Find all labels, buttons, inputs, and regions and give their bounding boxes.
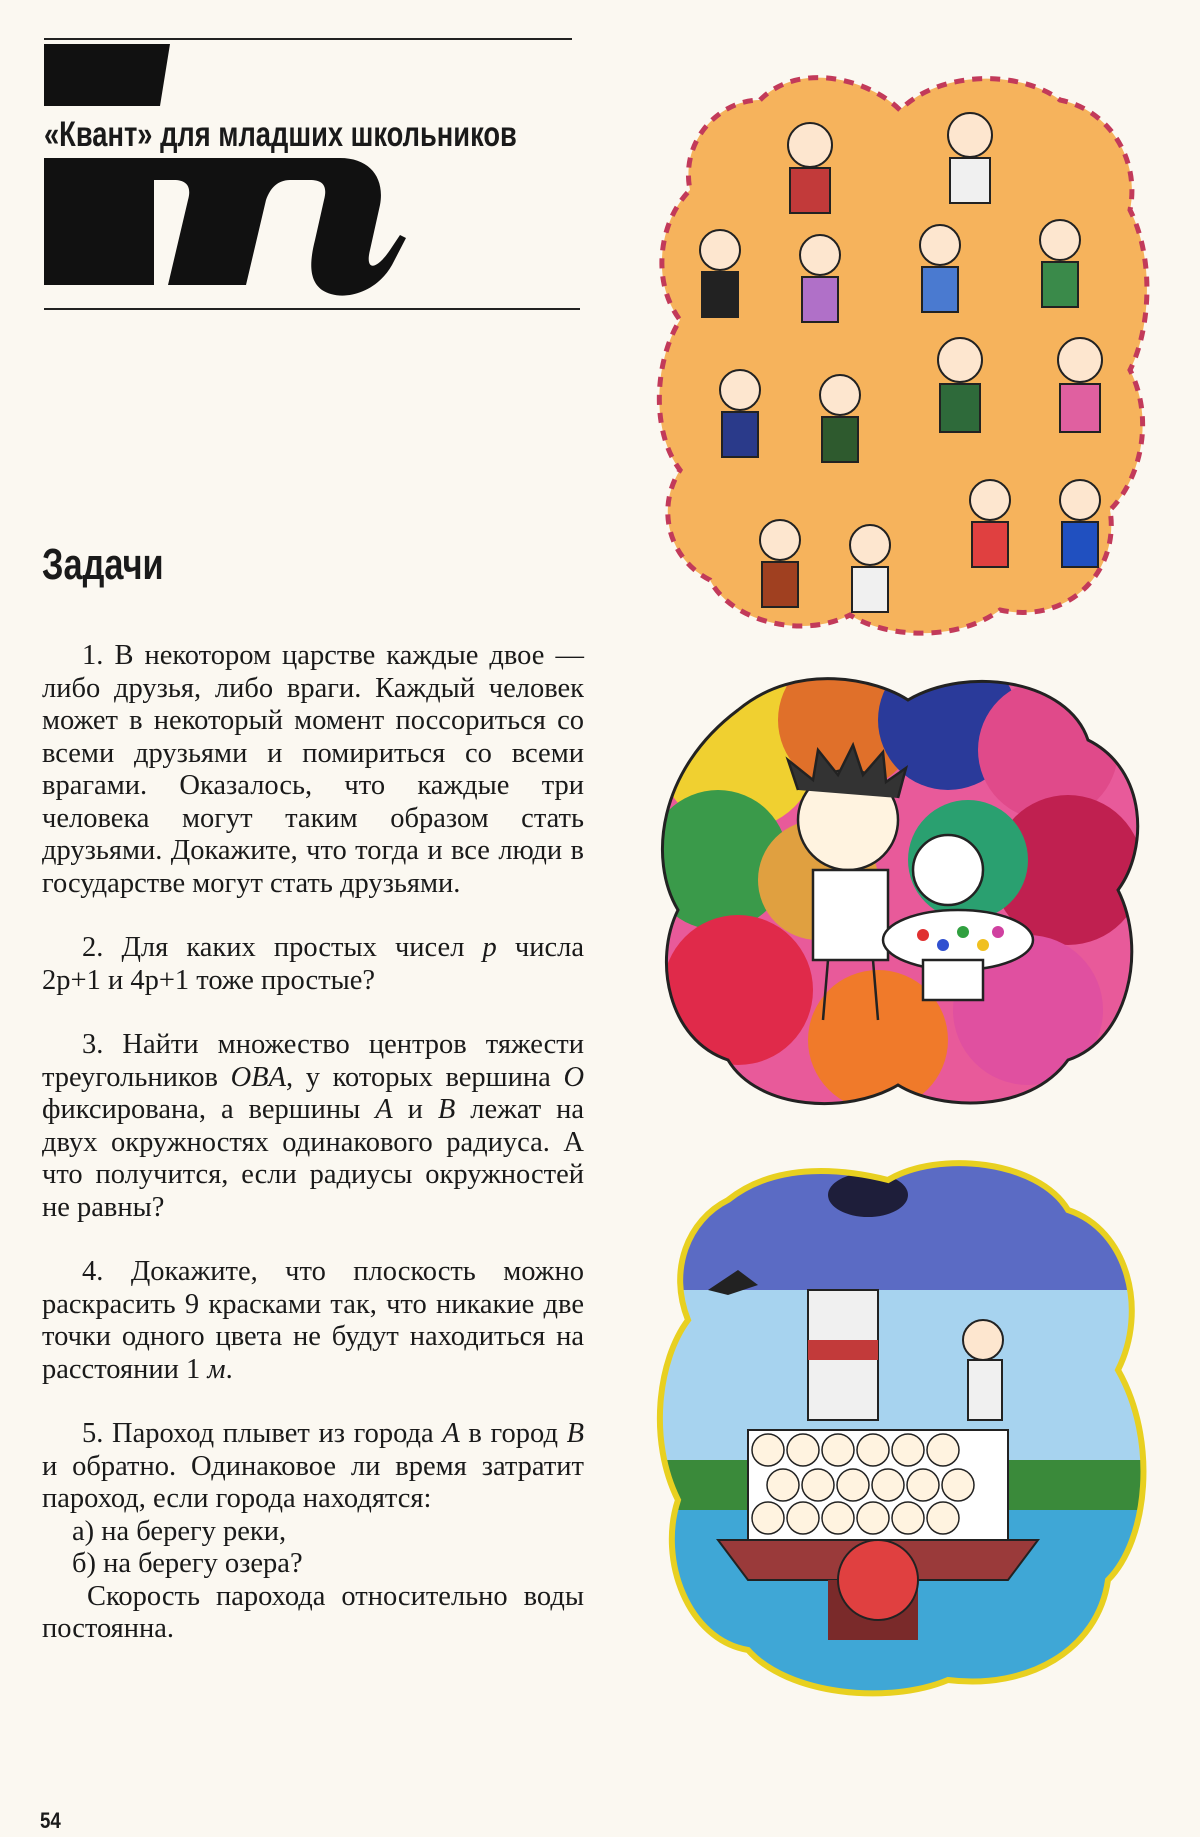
problem-text: числа xyxy=(514,932,584,963)
problem-text: Найти множество центров тяжести треугольников xyxy=(42,1029,584,1093)
kvant-logo xyxy=(40,40,600,300)
problem-3 xyxy=(42,1029,584,1224)
variable-b: B xyxy=(437,1094,456,1125)
illustration-colors-boy xyxy=(648,660,1148,1120)
variable-p: p xyxy=(482,932,497,963)
variable-b: B xyxy=(566,1418,585,1449)
problem-text: и xyxy=(407,1094,423,1125)
problem-text: Докажите, что плоскость можно раскрасить 9 красками так, что никакие две точки одного цвета не будут находиться на расстоянии 1 xyxy=(42,1256,585,1385)
problem-number: 1. xyxy=(82,640,104,671)
problem-text: фиксирована, а вершины xyxy=(42,1094,361,1125)
unit-meter: м xyxy=(207,1353,226,1385)
variable-a: A xyxy=(442,1418,460,1449)
option-b: б) на берегу озера? xyxy=(72,1548,303,1579)
illustration-friends-enemies xyxy=(640,40,1160,655)
problem-number: 3. xyxy=(82,1029,104,1060)
page-number: 54 xyxy=(40,1808,61,1833)
problem-note: Скорость парохода относительно воды постоянна. xyxy=(42,1580,584,1644)
variable-o: O xyxy=(563,1061,585,1093)
section-title: Задачи xyxy=(42,540,164,589)
problem-text: тоже простые? xyxy=(196,964,376,996)
problems-list xyxy=(42,640,584,1678)
problem-number: 4. xyxy=(82,1256,104,1287)
problem-text: Для каких простых чисел xyxy=(121,932,465,963)
header-bottom-rule xyxy=(44,308,580,310)
expression: 2p+1 xyxy=(42,964,101,996)
header-title: «Квант» для младших школьников xyxy=(44,115,517,154)
problem-2 xyxy=(42,932,584,997)
problem-text: и обратно. Одинаковое ли время затратит пароход, если города находятся: xyxy=(42,1450,584,1514)
expression: 4p+1 xyxy=(130,964,190,996)
problem-number: 2. xyxy=(82,932,104,963)
option-a: а) на берегу реки, xyxy=(72,1515,287,1547)
problem-text: лежат на двух окружностях одинакового радиуса. А что получится, если радиусы окружностей не равны? xyxy=(42,1094,585,1223)
problem-text: , у которых вершина xyxy=(285,1061,551,1093)
problem-text: и xyxy=(107,964,124,996)
logo-top-bar xyxy=(44,44,170,106)
problem-text: Пароход плывет из города xyxy=(112,1418,434,1449)
problem-5 xyxy=(42,1418,584,1646)
problem-text: в город xyxy=(468,1418,558,1449)
problem-4 xyxy=(42,1256,584,1386)
problem-1 xyxy=(42,640,584,900)
variable-a: A xyxy=(375,1094,393,1125)
variable-oba: OBA xyxy=(230,1061,286,1093)
problem-text: В некотором царстве каждые двое — либо друзья, либо враги. Каждый человек может в некоторый момент поссориться со всеми друзьями и помириться со всеми врагами. Оказалось, что каждые три человека могут таким образом стать друзьями. Докажите, что тогда и все люди в государстве могут стать друзьями. xyxy=(42,640,584,899)
illustration-steamboat xyxy=(648,1140,1158,1700)
problem-number: 5. xyxy=(82,1418,104,1449)
problem-text: . xyxy=(225,1353,233,1385)
